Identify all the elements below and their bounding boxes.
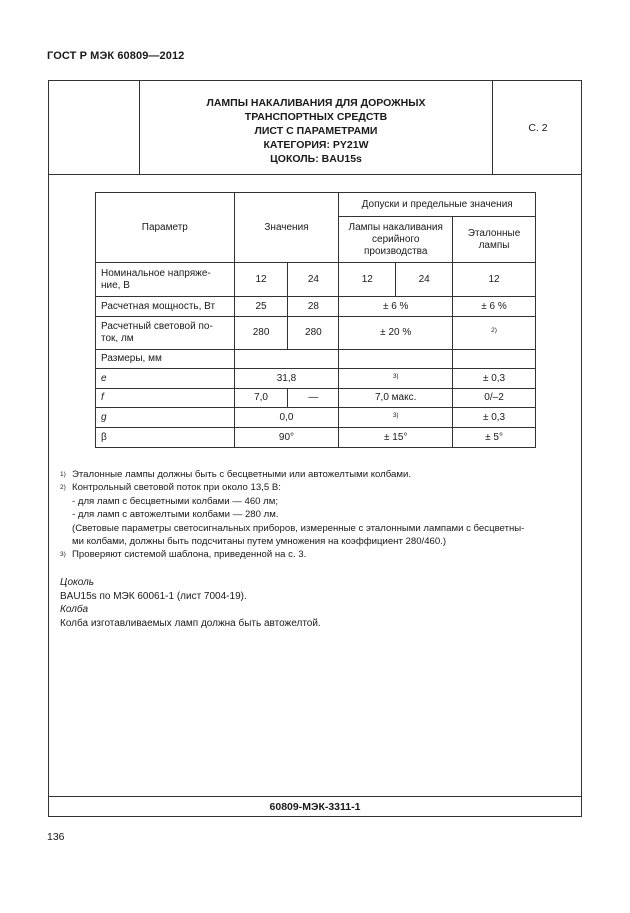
sheet-frame — [48, 80, 582, 817]
bulb-heading: Колба — [60, 604, 89, 615]
footnote-2-item: - для ламп с автожелтыми колбами — 280 лм. — [72, 509, 279, 521]
cell-value: 7,0 — [234, 389, 288, 408]
row-label: Номинальное напряже-ние, В — [96, 263, 235, 297]
page-ref: С. 2 — [528, 122, 548, 134]
header-param: Параметр — [96, 193, 235, 263]
cap-text: BAU15s по МЭК 60061-1 (лист 7004-19). — [60, 590, 247, 602]
cell-value: 12 — [234, 263, 288, 297]
header-reference: Эталонные лампы — [453, 217, 536, 263]
table-row — [96, 428, 536, 448]
footnote-marker: 3) — [60, 551, 66, 559]
footnote-text: Эталонные лампы должны быть с бесцветными или автожелтыми колбами. — [72, 469, 411, 480]
footnote-text: Контрольный световой поток при около 13,5 В: — [72, 482, 281, 494]
cell-value: — — [288, 389, 339, 408]
cell-footnote — [339, 408, 453, 428]
cell-value: ± 0,3 — [453, 408, 536, 428]
bulb-text: Колба изготавливаемых ламп должна быть автожелтой. — [60, 617, 321, 629]
cell-empty — [234, 350, 339, 369]
cell-value: ± 5° — [453, 428, 536, 448]
table-row — [96, 297, 536, 317]
row-label: Расчетная мощность, Вт — [96, 297, 235, 317]
header-series: Лампы накаливания серийного производства — [339, 217, 453, 263]
table-row — [96, 317, 536, 350]
footnote-marker: 3) — [392, 372, 399, 380]
row-label: β — [96, 428, 235, 448]
footnote-2 — [60, 481, 580, 494]
footnote-2-comment: (Световые параметры светосигнальных приборов, измеренные с эталонными лампами с бесцветны- — [72, 522, 525, 534]
title-line: КАТЕГОРИЯ: PY21W — [263, 139, 369, 151]
header-left-cell — [49, 81, 140, 174]
cell-value: ± 15° — [339, 428, 453, 448]
header-values: Значения — [234, 193, 339, 263]
footnote-marker: 1) — [60, 471, 66, 478]
row-label: Размеры, мм — [96, 350, 235, 369]
footnote-marker: 2) — [491, 327, 497, 334]
cell-value: 12 — [339, 263, 396, 297]
header-tolerances: Допуски и предельные значения — [339, 193, 536, 217]
sheet-header — [49, 81, 581, 175]
cell-value: 28 — [288, 297, 339, 317]
table-row — [96, 369, 536, 389]
footnote-marker: 3) — [392, 411, 399, 419]
table-row — [96, 263, 536, 297]
title-line: ЛАМПЫ НАКАЛИВАНИЯ ДЛЯ ДОРОЖНЫХ — [206, 97, 426, 109]
row-label: g — [96, 408, 235, 428]
cell-value: 0,0 — [234, 408, 339, 428]
cell-empty — [339, 350, 453, 369]
header-right-cell — [492, 81, 583, 174]
sheet-footer — [49, 796, 581, 818]
specifications — [60, 576, 580, 630]
cell-value: 25 — [234, 297, 288, 317]
cell-footnote — [339, 369, 453, 389]
cell-value: 31,8 — [234, 369, 339, 389]
sheet-title — [140, 96, 492, 166]
footnote-2-item: - для ламп с бесцветными колбами — 460 лм; — [72, 495, 279, 507]
footnotes — [60, 468, 580, 562]
cell-value: 24 — [396, 263, 453, 297]
cell-value: 12 — [453, 263, 536, 297]
cell-value: ± 20 % — [339, 317, 453, 350]
footnote-text: Проверяют системой шаблона, приведенной на с. 3. — [72, 549, 307, 561]
row-label: f — [96, 389, 235, 408]
cell-value: 280 — [288, 317, 339, 350]
cell-footnote — [453, 317, 536, 350]
cell-value: 7,0 макс. — [339, 389, 453, 408]
table-header-row — [96, 193, 536, 217]
cell-value: ± 6 % — [453, 297, 536, 317]
title-line: ЦОКОЛЬ: BAU15s — [270, 153, 362, 165]
parameters-table — [95, 192, 536, 448]
cell-value: ± 6 % — [339, 297, 453, 317]
footnote-3 — [60, 548, 580, 561]
cap-heading: Цоколь — [60, 577, 95, 588]
cell-value: ± 0,3 — [453, 369, 536, 389]
table-row — [96, 408, 536, 428]
standard-id: ГОСТ Р МЭК 60809—2012 — [47, 50, 185, 62]
footnote-2-comment: ми колбами, должны быть подсчитаны путем умножения на коэффициент 280/460.) — [72, 536, 447, 548]
row-label: e — [96, 369, 235, 389]
cell-empty — [453, 350, 536, 369]
row-label: Расчетный световой по-ток, лм — [96, 317, 235, 350]
sheet-code: 60809-МЭК-3311-1 — [269, 801, 361, 813]
cell-value: 0/–2 — [453, 389, 536, 408]
cell-value: 24 — [288, 263, 339, 297]
footnote-marker: 2) — [60, 484, 66, 492]
page-number: 136 — [47, 831, 65, 843]
table-row — [96, 389, 536, 408]
cell-value: 280 — [234, 317, 288, 350]
cell-value: 90° — [234, 428, 339, 448]
title-line: ТРАНСПОРТНЫХ СРЕДСТВ — [244, 111, 388, 123]
table-row — [96, 350, 536, 369]
footnote-1 — [60, 468, 580, 481]
title-line: ЛИСТ С ПАРАМЕТРАМИ — [254, 125, 378, 137]
